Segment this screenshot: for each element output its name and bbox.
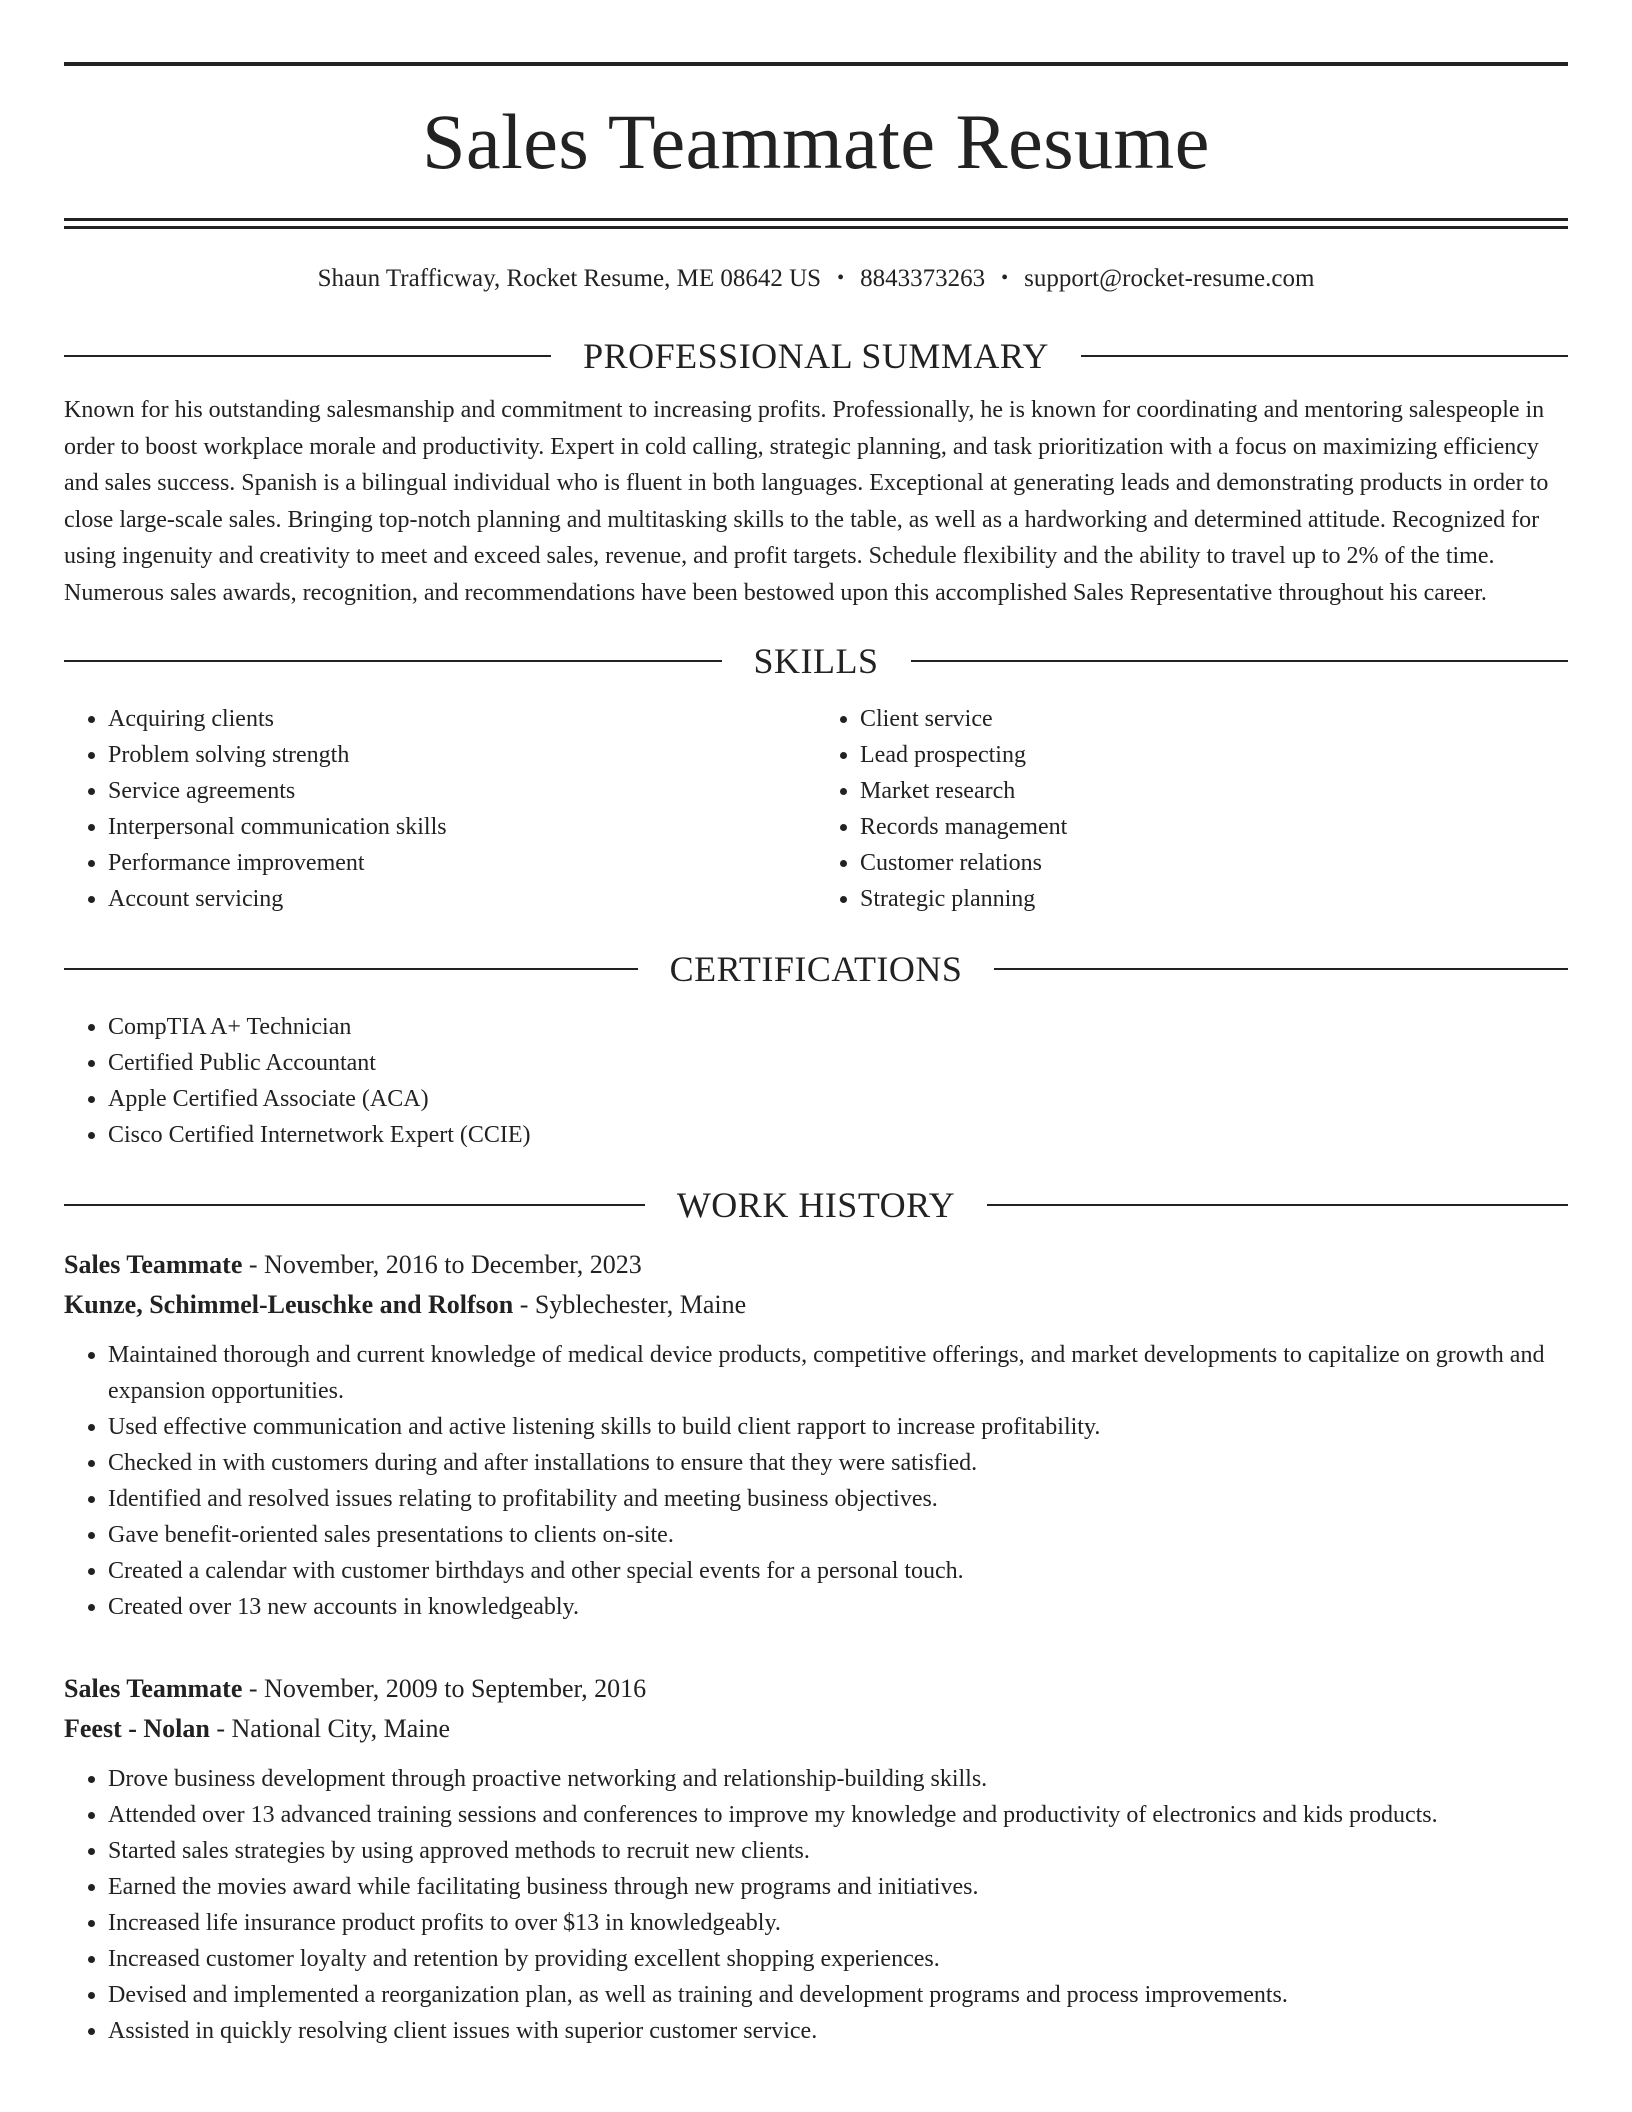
job-entry bbox=[64, 1245, 1568, 1625]
certification-item: • CompTIA A+ Technician bbox=[108, 1009, 1568, 1045]
skill-item: • Client service bbox=[860, 701, 1568, 737]
certifications-section-heading bbox=[64, 949, 1568, 989]
contact-separator: • bbox=[837, 267, 845, 289]
contact-email: support@rocket-resume.com bbox=[1024, 265, 1315, 292]
job-company: Feest - Nolan bbox=[64, 1714, 210, 1743]
skill-item: • Customer relations bbox=[860, 845, 1568, 881]
skills-list-left bbox=[64, 701, 816, 917]
job-location: - National City, Maine bbox=[209, 1714, 451, 1743]
contact-phone: 8843373263 bbox=[860, 265, 986, 292]
contact-separator: • bbox=[1001, 267, 1009, 289]
job-dates: - November, 2009 to September, 2016 bbox=[242, 1674, 647, 1703]
heading-rule-left bbox=[64, 660, 722, 662]
summary-text: Known for his outstanding salesmanship and commitment to increasing profits. Professionally, he is known for coordinating and mentoring salespeople in order to boost workplace morale and productivity. Expert in cold calling, strategic planning, and task prioritization with a focus on maximizing efficiency and sales success. Spanish is a bilingual individual who is fluent in both languages. Exceptional at generating leads and demonstrating products in order to close large-scale sales. Bringing top-notch planning and multitasking skills to the table, as well as a hardworking and determined attitude. Recognized for using ingenuity and creativity to meet and exceed sales, revenue, and profit targets. Schedule flexibility and the ability to travel up to 2% of the time. Numerous sales awards, recognition, and recommendations have been bestowed upon this accomplished Sales Representative throughout his career. bbox=[64, 397, 1549, 606]
skill-item: • Service agreements bbox=[108, 773, 816, 809]
work-history-list bbox=[64, 1245, 1568, 2049]
resume-title: Sales Teammate Resume bbox=[422, 98, 1210, 185]
certifications-heading: CERTIFICATIONS bbox=[669, 949, 963, 989]
certification-item: • Apple Certified Associate (ACA) bbox=[108, 1081, 1568, 1117]
heading-rule-right bbox=[994, 968, 1568, 970]
job-bullet: • Started sales strategies by using approved methods to recruit new clients. bbox=[108, 1833, 1568, 1869]
job-bullet: • Assisted in quickly resolving client issues with superior customer service. bbox=[108, 2013, 1568, 2049]
job-bullet: • Increased customer loyalty and retention by providing excellent shopping experiences. bbox=[108, 1941, 1568, 1977]
skills-heading: SKILLS bbox=[753, 641, 879, 681]
job-bullet: • Checked in with customers during and after installations to ensure that they were satisfied. bbox=[108, 1445, 1568, 1481]
certification-item: • Cisco Certified Internetwork Expert (CCIE) bbox=[108, 1117, 1568, 1153]
job-bullet: • Created a calendar with customer birthdays and other special events for a personal touch. bbox=[108, 1553, 1568, 1589]
job-bullet: • Drove business development through proactive networking and relationship-building skills. bbox=[108, 1761, 1568, 1797]
job-bullets bbox=[64, 1337, 1568, 1625]
skill-item: • Market research bbox=[860, 773, 1568, 809]
job-title-line bbox=[64, 1669, 1568, 1709]
contact-line bbox=[64, 263, 1568, 294]
summary-section-heading bbox=[64, 336, 1568, 376]
job-title: Sales Teammate bbox=[64, 1674, 243, 1703]
heading-rule-right bbox=[911, 660, 1569, 662]
job-bullet: • Used effective communication and active listening skills to build client rapport to increase profitability. bbox=[108, 1409, 1568, 1445]
job-bullet: • Identified and resolved issues relating to profitability and meeting business objectives. bbox=[108, 1481, 1568, 1517]
job-company-line bbox=[64, 1709, 1568, 1749]
skill-item: • Problem solving strength bbox=[108, 737, 816, 773]
job-bullet: • Attended over 13 advanced training sessions and conferences to improve my knowledge and productivity of electronics and kids products. bbox=[108, 1797, 1568, 1833]
skill-item: • Account servicing bbox=[108, 881, 816, 917]
certification-item: • Certified Public Accountant bbox=[108, 1045, 1568, 1081]
job-bullet: • Earned the movies award while facilitating business through new programs and initiatives. bbox=[108, 1869, 1568, 1905]
job-title-line bbox=[64, 1245, 1568, 1285]
heading-rule-left bbox=[64, 968, 638, 970]
skill-item: • Lead prospecting bbox=[860, 737, 1568, 773]
work-section-heading bbox=[64, 1185, 1568, 1225]
heading-rule-left bbox=[64, 355, 551, 357]
job-company: Kunze, Schimmel-Leuschke and Rolfson bbox=[64, 1290, 514, 1319]
job-dates: - November, 2016 to December, 2023 bbox=[242, 1250, 642, 1279]
job-bullet: • Created over 13 new accounts in knowledgeably. bbox=[108, 1589, 1568, 1625]
job-bullet: • Maintained thorough and current knowledge of medical device products, competitive offerings, and market developments to capitalize on growth and expansion opportunities. bbox=[108, 1337, 1568, 1409]
skill-item: • Strategic planning bbox=[860, 881, 1568, 917]
skill-item: • Performance improvement bbox=[108, 845, 816, 881]
summary-heading: PROFESSIONAL SUMMARY bbox=[583, 336, 1049, 376]
certifications-list bbox=[64, 1009, 1568, 1153]
skills-grid bbox=[64, 701, 1568, 917]
job-location: - Syblechester, Maine bbox=[513, 1290, 747, 1319]
job-company-line bbox=[64, 1285, 1568, 1325]
skill-item: • Acquiring clients bbox=[108, 701, 816, 737]
job-bullet: • Gave benefit-oriented sales presentations to clients on-site. bbox=[108, 1517, 1568, 1553]
contact-address: Shaun Trafficway, Rocket Resume, ME 08642 US bbox=[317, 265, 822, 292]
job-bullets bbox=[64, 1761, 1568, 2049]
skills-section-heading bbox=[64, 641, 1568, 681]
job-entry bbox=[64, 1669, 1568, 2049]
skill-item: • Records management bbox=[860, 809, 1568, 845]
skill-item: • Interpersonal communication skills bbox=[108, 809, 816, 845]
heading-rule-right bbox=[987, 1204, 1568, 1206]
work-heading: WORK HISTORY bbox=[676, 1185, 956, 1225]
job-title: Sales Teammate bbox=[64, 1250, 243, 1279]
title-double-rule bbox=[64, 218, 1568, 229]
heading-rule-left bbox=[64, 1204, 645, 1206]
heading-rule-right bbox=[1081, 355, 1568, 357]
top-rule bbox=[64, 62, 1568, 66]
job-bullet: • Devised and implemented a reorganization plan, as well as training and development programs and process improvements. bbox=[108, 1977, 1568, 2013]
job-bullet: • Increased life insurance product profits to over $13 in knowledgeably. bbox=[108, 1905, 1568, 1941]
skills-list-right bbox=[816, 701, 1568, 917]
